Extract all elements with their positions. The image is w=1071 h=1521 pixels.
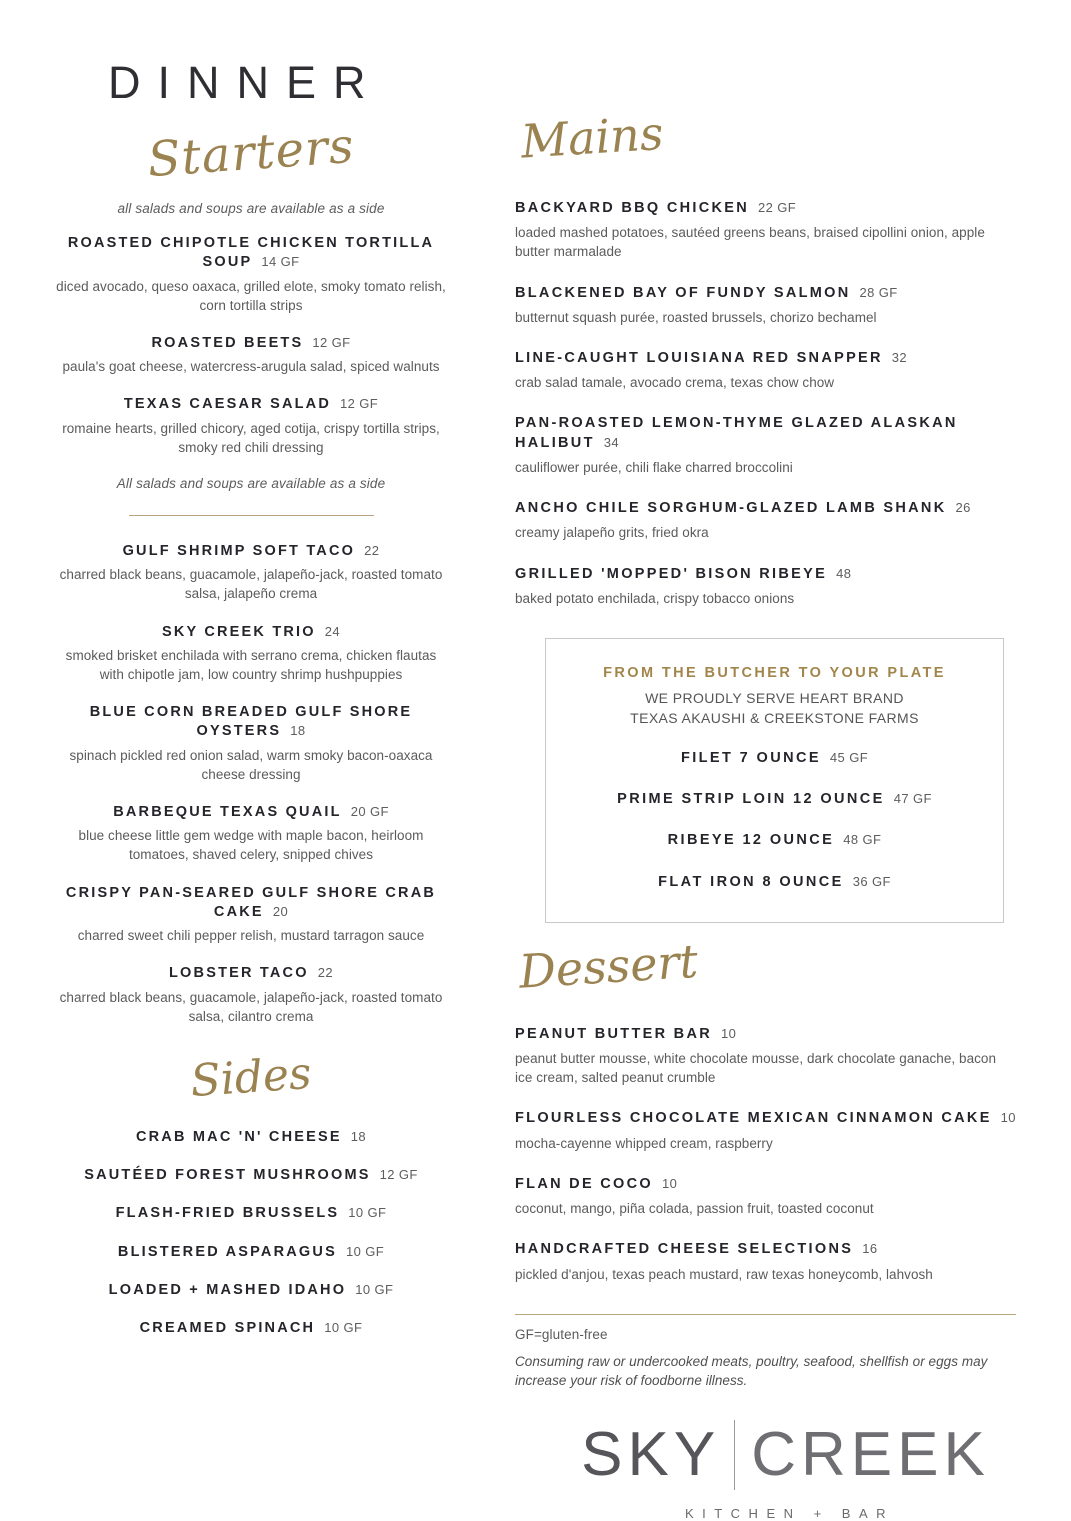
- item-name: [681, 750, 868, 766]
- footer: [515, 1314, 1016, 1390]
- item-name: [617, 791, 932, 807]
- item-price: 48 GF: [843, 832, 882, 848]
- item-name: [55, 703, 447, 742]
- butcher-subtitle: [566, 688, 983, 729]
- item-price: 10 GF: [324, 1320, 363, 1336]
- side-item: [55, 1281, 447, 1300]
- item-price: 16: [862, 1241, 878, 1257]
- menu-item: [55, 623, 447, 685]
- item-label: PRIME STRIP LOIN 12 OUNCE: [617, 790, 885, 807]
- menu-item: [515, 199, 1016, 262]
- item-label: BLISTERED ASPARAGUS: [117, 1243, 337, 1260]
- logo-wordmark: [555, 1420, 1016, 1490]
- item-label: LINE-CAUGHT LOUISIANA RED SNAPPER: [515, 350, 883, 367]
- item-description: butternut squash purée, roasted brussels, chorizo bechamel: [515, 309, 877, 325]
- item-label: FLAT IRON 8 OUNCE: [658, 873, 844, 890]
- item-label: GRILLED 'MOPPED' BISON RIBEYE: [515, 565, 828, 582]
- menu-item: [515, 1175, 1016, 1218]
- item-description: crab salad tamale, avocado crema, texas chow chow: [515, 375, 835, 391]
- item-price: 10: [1000, 1110, 1016, 1126]
- item-price: 32: [891, 350, 908, 366]
- item-price: 22: [364, 542, 380, 558]
- menu-item: [515, 284, 1016, 327]
- page-title: DINNER: [108, 57, 383, 108]
- dessert-list: [515, 1025, 1016, 1284]
- menu-item: [55, 964, 447, 1026]
- item-price: 22 GF: [757, 200, 797, 215]
- item-price: 10 GF: [348, 1205, 387, 1221]
- menu-item: [55, 334, 447, 376]
- menu-item: [515, 565, 1016, 608]
- item-name: [55, 1128, 447, 1147]
- item-label: CRISPY PAN-SEARED GULF SHORE CRAB CAKE: [65, 884, 437, 920]
- side-item: [55, 1128, 447, 1147]
- item-description: loaded mashed potatoes, sautéed greens beans, braised cipollini onion, apple butter marmalade: [515, 225, 985, 260]
- item-name: [515, 499, 1016, 518]
- item-price: 47 GF: [893, 790, 932, 806]
- right-column: [447, 105, 1016, 1521]
- item-label: BLACKENED BAY OF FUNDY SALMON: [515, 284, 851, 301]
- item-label: SKY CREEK TRIO: [161, 623, 316, 640]
- item-price: 10 GF: [345, 1243, 385, 1259]
- menu-item: [55, 395, 447, 457]
- item-name: [515, 1109, 1016, 1128]
- item-description: spinach pickled red onion salad, warm smoky bacon-oaxaca cheese dressing: [69, 747, 433, 782]
- item-description: charred sweet chili pepper relish, mustard tarragon sauce: [77, 928, 425, 944]
- item-label: BACKYARD BBQ CHICKEN: [515, 200, 749, 216]
- side-item: [55, 1166, 447, 1185]
- butcher-cut: [566, 873, 983, 892]
- item-label: FLASH-FRIED BRUSSELS: [115, 1205, 340, 1222]
- item-name: [668, 832, 882, 848]
- item-price: 18: [290, 723, 306, 739]
- butcher-cut: [566, 831, 983, 850]
- side-item: [55, 1243, 447, 1262]
- item-name: [55, 623, 447, 642]
- item-price: 45 GF: [829, 749, 869, 765]
- health-disclaimer: Consuming raw or undercooked meats, poultry, seafood, shellfish or eggs may increase your risk of foodborne illness.: [515, 1353, 988, 1388]
- menu-item: [515, 1240, 1016, 1283]
- butcher-title: FROM THE BUTCHER TO YOUR PLATE: [603, 665, 946, 682]
- item-price: 24: [324, 623, 341, 639]
- item-description: diced avocado, queso oaxaca, grilled elote, smoky tomato relish, corn tortilla strips: [56, 278, 446, 313]
- left-column: [55, 117, 447, 1521]
- item-label: CREAMED SPINACH: [139, 1320, 316, 1337]
- item-name: [55, 964, 447, 983]
- menu-item: [515, 414, 1016, 477]
- butcher-cut: [566, 749, 983, 768]
- item-name: [55, 1281, 447, 1300]
- side-item: [55, 1319, 447, 1338]
- item-label: CRAB MAC 'N' CHEESE: [135, 1128, 342, 1145]
- item-description: charred black beans, guacamole, jalapeño-jack, roasted tomato salsa, cilantro crema: [59, 989, 443, 1024]
- item-name: [515, 1025, 1016, 1044]
- dessert-heading: Dessert: [517, 933, 700, 999]
- item-name: [515, 1175, 1016, 1194]
- menu-item: [55, 803, 447, 865]
- footer-divider: [515, 1314, 1016, 1315]
- item-name: [55, 1243, 447, 1262]
- item-price: 10 GF: [355, 1282, 394, 1297]
- item-price: 20: [272, 903, 289, 919]
- item-name: [55, 542, 447, 561]
- item-label: FLAN DE COCO: [515, 1175, 653, 1192]
- item-description: pickled d'anjou, texas peach mustard, raw texas honeycomb, lahvosh: [515, 1266, 933, 1282]
- mains-heading: Mains: [519, 105, 665, 169]
- menu-item: [515, 499, 1016, 542]
- starters-note-bottom: All salads and soups are available as a side: [116, 475, 386, 491]
- starters-note-top: all salads and soups are available as a side: [117, 201, 385, 216]
- item-label: BLUE CORN BREADED GULF SHORE OYSTERS: [89, 704, 413, 740]
- item-label: HANDCRAFTED CHEESE SELECTIONS: [515, 1241, 854, 1258]
- item-description: romaine hearts, grilled chicory, aged cotija, crispy tortilla strips, smoky red chili dressing: [62, 420, 440, 455]
- item-name: [55, 334, 447, 353]
- item-name: [515, 284, 1016, 303]
- logo-word-creek: CREEK: [751, 1420, 990, 1489]
- menu-item: [55, 884, 447, 946]
- item-name: [515, 349, 1016, 368]
- menu-item: [55, 542, 447, 604]
- item-name: [515, 565, 1016, 584]
- item-label: FLOURLESS CHOCOLATE MEXICAN CINNAMON CAKE: [515, 1110, 992, 1127]
- item-description: paula's goat cheese, watercress-arugula salad, spiced walnuts: [62, 359, 440, 375]
- item-label: PAN-ROASTED LEMON-THYME GLAZED ALASKAN HALIBUT: [515, 415, 958, 451]
- side-item: [55, 1204, 447, 1223]
- butcher-subtitle-line-2: TEXAS AKAUSHI & CREEKSTONE FARMS: [630, 710, 919, 727]
- item-price: 26: [955, 500, 971, 516]
- item-description: blue cheese little gem wedge with maple bacon, heirloom tomatoes, shaved celery, snipped chives: [78, 828, 424, 863]
- item-label: ROASTED CHIPOTLE CHICKEN TORTILLA SOUP: [67, 235, 435, 271]
- item-price: 12 GF: [340, 396, 379, 412]
- item-label: LOBSTER TACO: [169, 965, 309, 982]
- item-price: 12 GF: [312, 334, 351, 350]
- item-description: baked potato enchilada, crispy tobacco onions: [515, 590, 795, 606]
- item-description: charred black beans, guacamole, jalapeño-jack, roasted tomato salsa, jalapeño crema: [59, 567, 443, 602]
- item-name: [55, 884, 447, 923]
- item-price: 20 GF: [350, 803, 389, 819]
- item-name: [515, 414, 1016, 453]
- menu-item: [515, 1109, 1016, 1152]
- item-name: [55, 1319, 447, 1338]
- logo-divider: [734, 1420, 735, 1490]
- item-description: peanut butter mousse, white chocolate mousse, dark chocolate ganache, bacon ice cream, salted peanut crumble: [515, 1051, 997, 1086]
- brand-logo: [515, 1420, 1016, 1521]
- starters-group-one: [55, 234, 447, 457]
- item-name: [55, 1166, 447, 1185]
- item-label: PEANUT BUTTER BAR: [515, 1025, 712, 1042]
- item-price: 18: [350, 1128, 367, 1144]
- item-label: BARBEQUE TEXAS QUAIL: [113, 803, 342, 820]
- item-label: TEXAS CAESAR SALAD: [123, 396, 332, 413]
- item-price: 22: [317, 965, 333, 981]
- item-name: [55, 1204, 447, 1223]
- item-name: [515, 1240, 1016, 1259]
- item-price: 10: [661, 1175, 678, 1191]
- item-label: RIBEYE 12 OUNCE: [667, 832, 835, 849]
- item-name: [55, 234, 447, 273]
- item-description: cauliflower purée, chili flake charred broccolini: [515, 460, 793, 476]
- butcher-cut: [566, 790, 983, 809]
- item-price: 14 GF: [261, 254, 300, 270]
- logo-word-sky: SKY: [581, 1420, 721, 1489]
- item-label: SAUTÉED FOREST MUSHROOMS: [84, 1167, 371, 1184]
- item-description: smoked brisket enchilada with serrano crema, chicken flautas with chipotle jam, low country shrimp hushpuppies: [65, 647, 437, 682]
- item-label: GULF SHRIMP SOFT TACO: [122, 542, 356, 559]
- logo-tagline: KITCHEN + BAR: [684, 1506, 895, 1521]
- item-price: 34: [603, 434, 619, 450]
- menu-columns: [55, 105, 1016, 1521]
- menu-item: [515, 1025, 1016, 1088]
- menu-item: [55, 703, 447, 784]
- item-name: [55, 803, 447, 822]
- sides-list: [55, 1128, 447, 1339]
- item-label: ANCHO CHILE SORGHUM-GLAZED LAMB SHANK: [515, 500, 947, 517]
- item-name: [515, 199, 1016, 218]
- item-description: creamy jalapeño grits, fried okra: [515, 525, 709, 541]
- menu-item: [55, 234, 447, 315]
- sides-heading: Sides: [188, 1047, 314, 1108]
- item-price: 28 GF: [859, 284, 898, 300]
- item-description: mocha-cayenne whipped cream, raspberry: [515, 1135, 773, 1151]
- item-label: LOADED + MASHED IDAHO: [108, 1282, 347, 1298]
- item-price: 12 GF: [379, 1167, 418, 1183]
- item-description: coconut, mango, piña colada, passion fruit, toasted coconut: [515, 1201, 874, 1217]
- starters-heading: Starters: [145, 117, 357, 189]
- starters-group-two: [55, 542, 447, 1026]
- gluten-free-note: GF=gluten-free: [515, 1326, 608, 1342]
- item-name: [55, 395, 447, 414]
- item-name: [658, 874, 891, 890]
- item-price: 36 GF: [852, 873, 891, 889]
- menu-item: [515, 349, 1016, 392]
- item-label: ROASTED BEETS: [151, 334, 304, 351]
- butcher-subtitle-line-1: WE PROUDLY SERVE HEART BRAND: [645, 690, 904, 707]
- item-price: 10: [721, 1025, 737, 1041]
- butcher-callout-box: [545, 638, 1004, 923]
- item-price: 48: [836, 565, 852, 581]
- item-label: FILET 7 OUNCE: [680, 749, 821, 766]
- section-divider: [129, 515, 374, 516]
- mains-list: [515, 199, 1016, 608]
